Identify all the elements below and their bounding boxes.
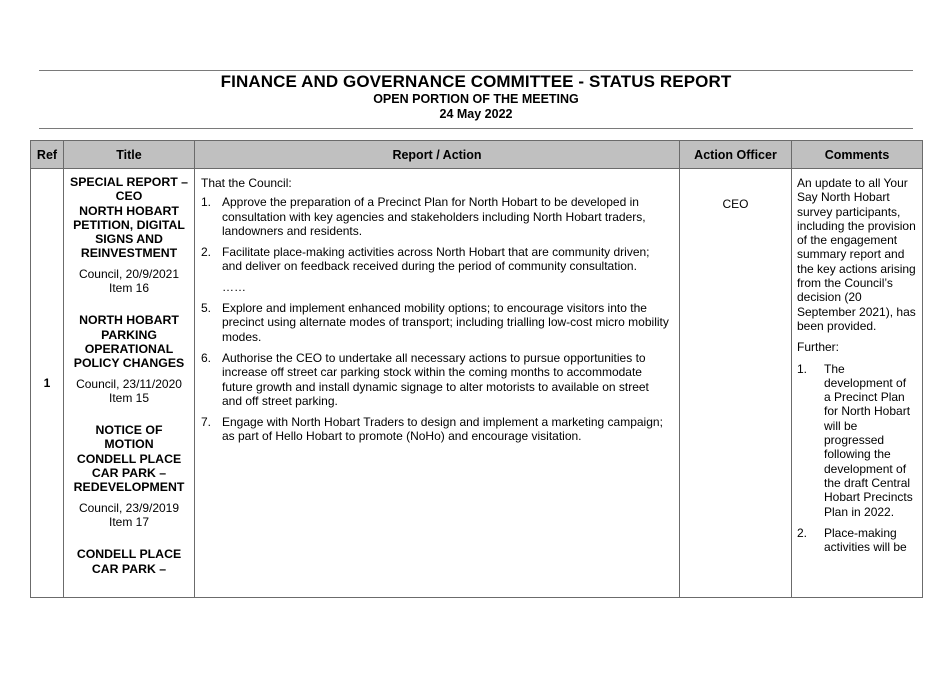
status-table bbox=[30, 140, 923, 598]
comments-intro: An update to all Your Say North Hobart survey participants, including the provision of the engagement summary report and the key actions arising from the Council’s decision (20 September 2021), has been provided. bbox=[797, 176, 916, 333]
column-header-ref: Ref bbox=[31, 141, 64, 169]
item-text: Facilitate place-making activities across North Hobart that are community driven; and deliver on feedback received during the period of community consultation. bbox=[222, 245, 650, 274]
comments-cell bbox=[792, 169, 923, 598]
column-header-title: Title bbox=[64, 141, 195, 169]
action-list-continued bbox=[201, 301, 671, 444]
item-text: Authorise the CEO to undertake all necessary actions to pursue opportunities to increase off street car parking stock within the coming months to accommodate future growth and install dynamic signage to alter motorists to available on street and off street parking. bbox=[222, 350, 649, 408]
title-heading: NORTH HOBART PARKING OPERATIONAL POLICY CHANGES bbox=[73, 313, 185, 371]
item-number: 2. bbox=[201, 245, 212, 260]
comments-list bbox=[797, 362, 916, 555]
action-list bbox=[201, 195, 671, 273]
omitted-items-ellipsis: …… bbox=[222, 279, 246, 294]
column-header-comments: Comments bbox=[792, 141, 923, 169]
item-number: 5. bbox=[201, 301, 212, 316]
title-heading: NOTICE OF MOTION CONDELL PLACE CAR PARK – REDEVELOPMENT bbox=[73, 423, 185, 495]
item-number: 1. bbox=[797, 361, 808, 376]
table-header-row bbox=[31, 141, 923, 169]
header-bottom-rule bbox=[39, 128, 913, 129]
list-item bbox=[201, 195, 671, 238]
title-meta: Council, 20/9/2021 Item 16 bbox=[78, 266, 180, 296]
item-text: Place-making activities will be bbox=[824, 525, 907, 555]
list-item bbox=[201, 301, 671, 344]
action-officer-cell bbox=[680, 169, 792, 598]
report-header bbox=[39, 72, 913, 122]
title-cell bbox=[64, 169, 195, 598]
column-header-report-action: Report / Action bbox=[195, 141, 680, 169]
report-title: FINANCE AND GOVERNANCE COMMITTEE - STATUS REPORT bbox=[220, 72, 732, 91]
title-meta: Council, 23/11/2020 Item 15 bbox=[76, 376, 182, 405]
item-number: 7. bbox=[201, 415, 212, 430]
report-subtitle: OPEN PORTION OF THE MEETING bbox=[373, 92, 579, 106]
item-number: 1. bbox=[201, 195, 212, 210]
list-item bbox=[797, 526, 916, 555]
table-row bbox=[31, 169, 923, 598]
ref-cell: 1 bbox=[31, 169, 64, 598]
report-date: 24 May 2022 bbox=[439, 107, 513, 121]
list-item bbox=[201, 245, 671, 274]
list-item bbox=[201, 415, 671, 444]
title-heading: CONDELL PLACE CAR PARK – bbox=[76, 547, 182, 576]
item-number: 2. bbox=[797, 525, 808, 540]
title-heading bbox=[70, 175, 188, 261]
header-top-rule bbox=[39, 70, 913, 71]
action-officer-value: CEO bbox=[722, 197, 749, 211]
item-text: Explore and implement enhanced mobility options; to encourage visitors into the precinct using alternate modes of transport; including trialling low-cost micro mobility modes. bbox=[222, 301, 669, 344]
item-text: Engage with North Hobart Traders to design and implement a marketing campaign; as part of Hello Hobart to promote (NoHo) and encourage visitation. bbox=[222, 415, 663, 444]
item-text: The development of a Precinct Plan for North Hobart will be progressed following the development of the draft Central Hobart Precincts Plan in 2022. bbox=[824, 361, 913, 519]
comments-further: Further: bbox=[797, 340, 840, 355]
column-header-action-officer: Action Officer bbox=[680, 141, 792, 169]
item-text: Approve the preparation of a Precinct Plan for North Hobart to be developed in consultation with key agencies and stakeholders including North Hobart traders, landowners and residents. bbox=[222, 195, 646, 238]
title-meta: Council, 23/9/2019 Item 17 bbox=[78, 500, 180, 529]
list-item bbox=[797, 362, 916, 519]
title-heading-text: SPECIAL REPORT – CEO NORTH HOBART PETITION, DIGITAL SIGNS AND REINVESTMENT bbox=[70, 175, 188, 261]
item-number: 6. bbox=[201, 350, 212, 365]
list-item bbox=[201, 351, 671, 408]
report-action-cell bbox=[195, 169, 680, 598]
report-intro: That the Council: bbox=[201, 176, 292, 190]
